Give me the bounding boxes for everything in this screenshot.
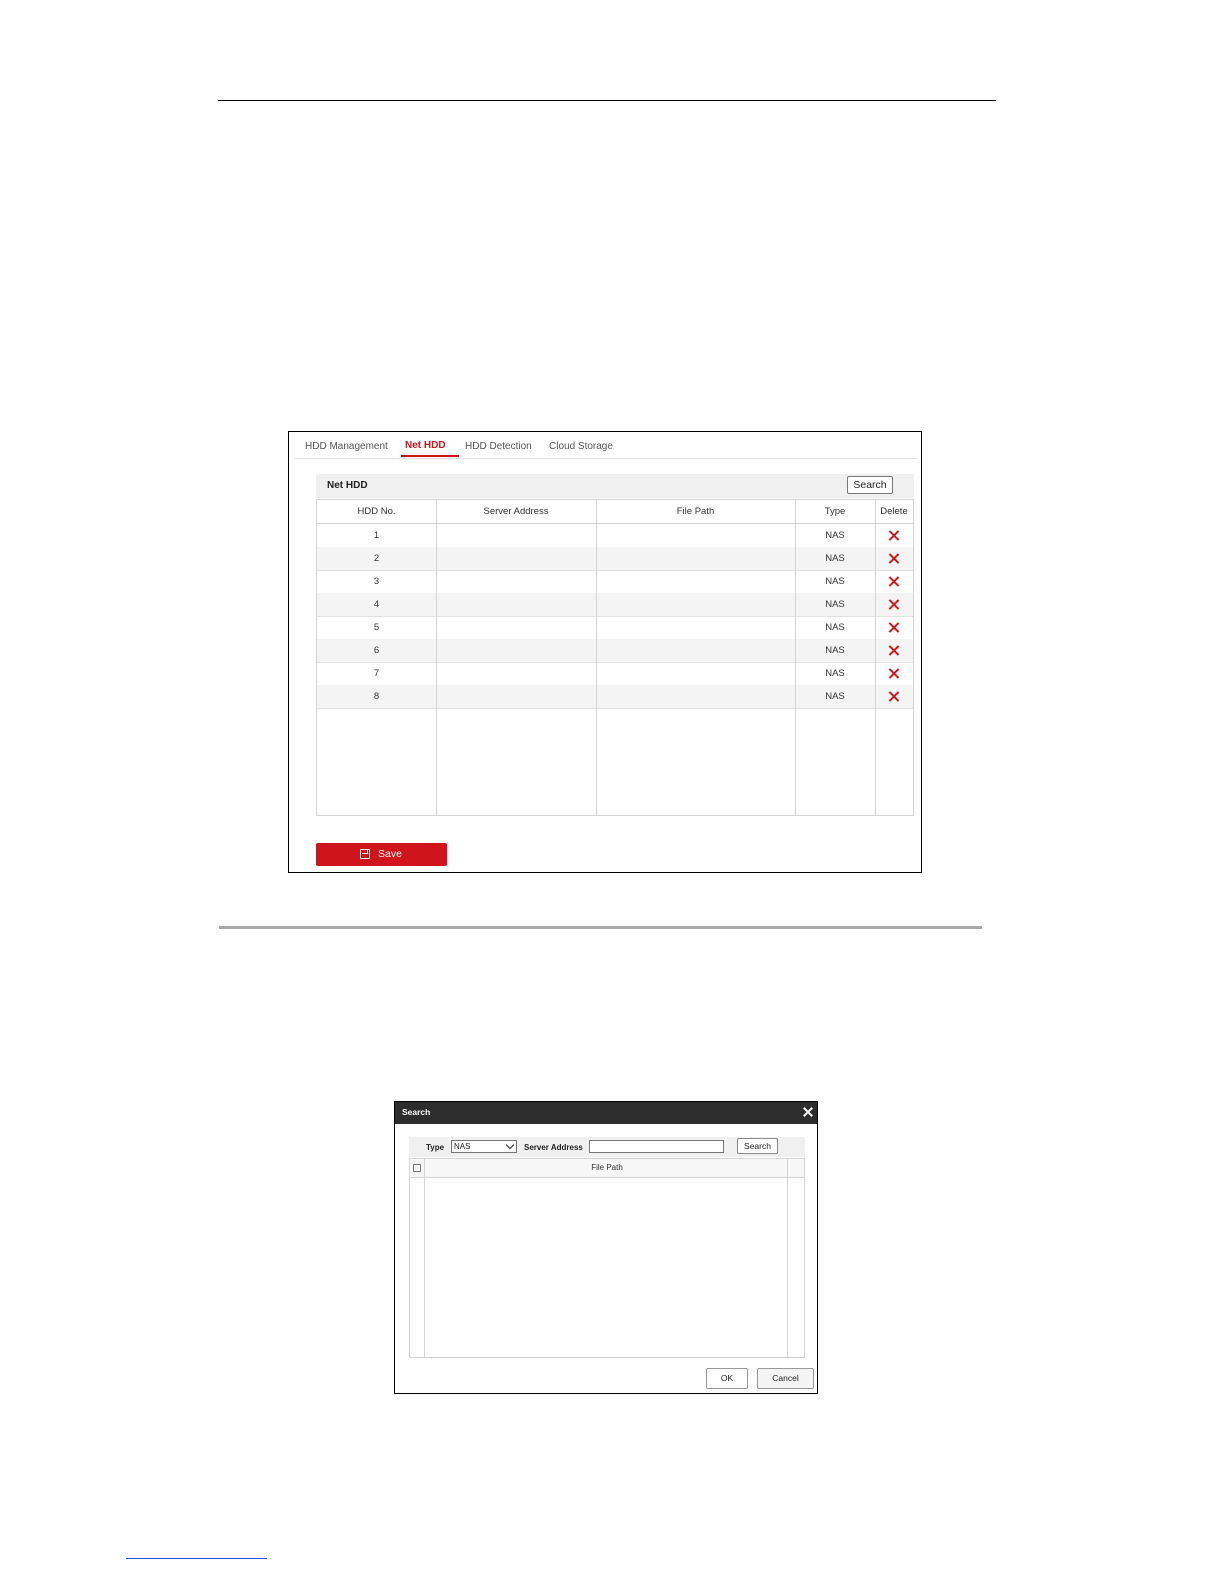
filter-bar — [409, 1137, 805, 1157]
dialog-title-bar — [395, 1102, 817, 1124]
net-hdd-screenshot — [288, 431, 922, 873]
search-button[interactable]: Search — [847, 476, 893, 494]
table-header — [317, 500, 913, 524]
file-path-list — [409, 1158, 805, 1358]
table-row[interactable] — [317, 662, 913, 686]
type-cell: NAS — [825, 668, 845, 679]
column-header-hdd-no: HDD No. — [357, 506, 396, 517]
column-header-file-path: File Path — [676, 506, 715, 517]
delete-icon[interactable] — [888, 599, 899, 610]
hdd-number: 4 — [373, 599, 380, 610]
ok-button[interactable]: OK — [706, 1368, 748, 1389]
search-dialog — [394, 1101, 818, 1394]
hdd-number: 5 — [373, 622, 380, 633]
hdd-number: 3 — [373, 576, 380, 587]
save-button-label: Save — [378, 848, 402, 860]
type-select-value: NAS — [454, 1142, 471, 1151]
column-header-delete: Delete — [880, 506, 908, 517]
hdd-number: 8 — [373, 691, 380, 702]
table-row[interactable] — [317, 593, 913, 617]
column-header-server-address: Server Address — [483, 506, 549, 517]
dialog-search-button[interactable]: Search — [737, 1138, 778, 1154]
table-row[interactable] — [317, 639, 913, 663]
panel-title: Net HDD — [327, 480, 368, 491]
table-row[interactable] — [317, 547, 913, 571]
table-row[interactable] — [317, 685, 913, 709]
type-cell: NAS — [825, 530, 845, 541]
tab-hdd-management[interactable]: HDD Management — [305, 441, 388, 452]
type-cell: NAS — [825, 622, 845, 633]
hdd-number: 6 — [373, 645, 380, 656]
page-top-rule — [218, 100, 996, 101]
hdd-number: 7 — [373, 668, 380, 679]
active-tab-indicator — [401, 455, 459, 457]
tab-hdd-detection[interactable]: HDD Detection — [465, 441, 532, 452]
type-cell: NAS — [825, 645, 845, 656]
file-path-list-header — [410, 1159, 804, 1178]
table-row[interactable] — [317, 570, 913, 594]
delete-icon[interactable] — [888, 553, 899, 564]
delete-icon[interactable] — [888, 622, 899, 633]
server-address-label: Server Address — [524, 1143, 583, 1152]
cancel-button[interactable]: Cancel — [757, 1368, 814, 1389]
table-row[interactable] — [317, 524, 913, 548]
column-header-file-path: File Path — [591, 1163, 623, 1172]
delete-icon[interactable] — [888, 691, 899, 702]
column-divider — [596, 500, 597, 815]
hdd-number: 1 — [373, 530, 380, 541]
delete-icon[interactable] — [888, 576, 899, 587]
chevron-down-icon — [506, 1141, 514, 1149]
type-select[interactable] — [451, 1140, 517, 1153]
tab-net-hdd[interactable]: Net HDD — [405, 440, 446, 451]
column-divider — [436, 500, 437, 815]
tab-cloud-storage[interactable]: Cloud Storage — [549, 441, 613, 452]
tab-bar — [295, 432, 917, 459]
delete-icon[interactable] — [888, 530, 899, 541]
delete-icon[interactable] — [888, 645, 899, 656]
footer-link-underline[interactable] — [126, 1558, 267, 1559]
save-button[interactable] — [316, 843, 447, 866]
dialog-title: Search — [402, 1107, 431, 1117]
type-cell: NAS — [825, 599, 845, 610]
hdd-number: 2 — [373, 553, 380, 564]
column-divider — [424, 1159, 425, 1357]
type-cell: NAS — [825, 691, 845, 702]
type-label: Type — [426, 1143, 445, 1152]
close-icon[interactable] — [803, 1107, 813, 1117]
column-divider — [875, 500, 876, 815]
net-hdd-table — [316, 499, 914, 816]
net-hdd-panel-header — [316, 474, 914, 498]
save-icon — [360, 849, 370, 859]
type-cell: NAS — [825, 553, 845, 564]
scrollbar-track[interactable] — [787, 1159, 788, 1357]
section-divider — [219, 926, 982, 929]
column-divider — [795, 500, 796, 815]
server-address-input[interactable] — [589, 1140, 724, 1153]
delete-icon[interactable] — [888, 668, 899, 679]
type-cell: NAS — [825, 576, 845, 587]
table-row[interactable] — [317, 616, 913, 640]
column-header-type: Type — [824, 506, 846, 517]
